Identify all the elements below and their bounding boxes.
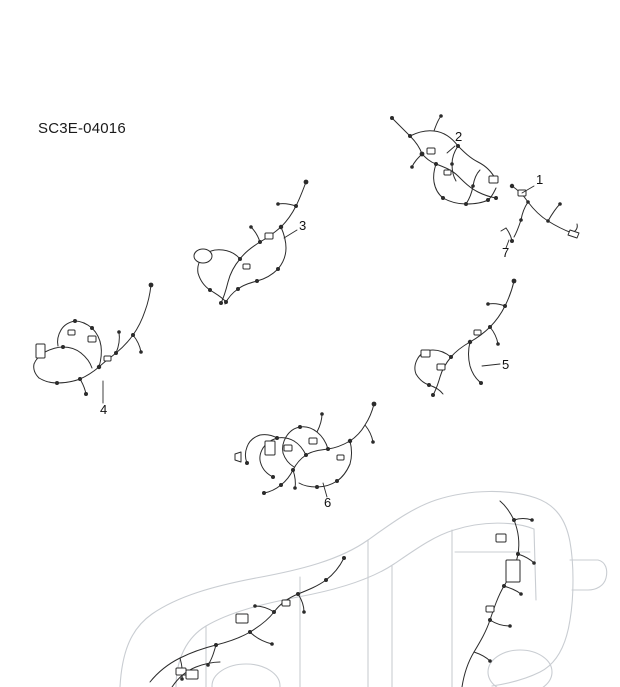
- callout-6[interactable]: 6: [324, 495, 332, 510]
- callout-2[interactable]: 2: [455, 129, 463, 144]
- callout-5[interactable]: 5: [502, 357, 510, 372]
- harness-5-nodes: [427, 279, 516, 397]
- harness-3-nodes: [208, 180, 308, 305]
- harness-2-instrument-panel: [392, 116, 496, 204]
- harness-7-ground-cable: [501, 228, 512, 241]
- part-code-label: SC3E-04016: [38, 120, 126, 137]
- car-body-outline: [120, 491, 607, 687]
- callout-4[interactable]: 4: [100, 402, 108, 417]
- harness-5-rear-door: [415, 281, 514, 395]
- callout-1[interactable]: 1: [536, 172, 544, 187]
- harness-3-roof: [198, 182, 306, 304]
- harness-4-nodes: [55, 283, 153, 396]
- callout-3[interactable]: 3: [299, 218, 307, 233]
- harness-installed-rear: [462, 501, 534, 687]
- harness-2-nodes: [390, 114, 498, 206]
- callout-7[interactable]: 7: [502, 245, 510, 260]
